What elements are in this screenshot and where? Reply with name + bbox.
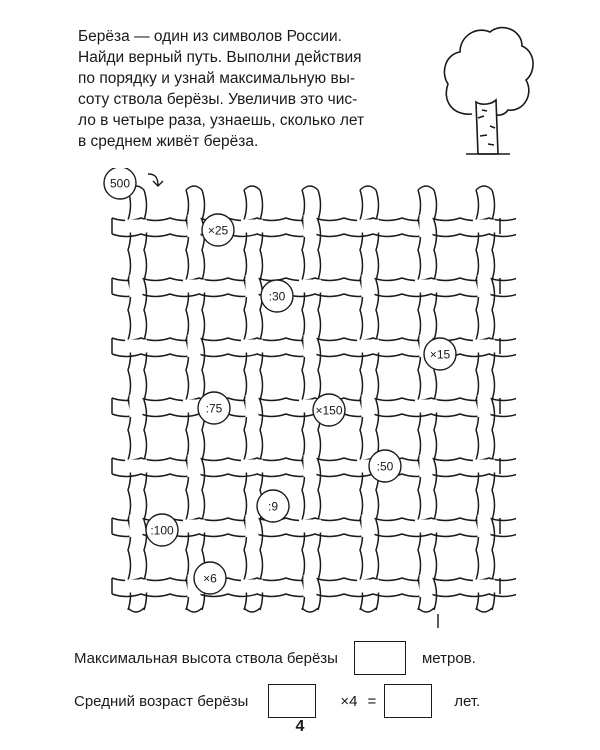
task-text-line: Найди верный путь. Выполни действия: [78, 49, 362, 66]
task-text-line: по порядку и узнай максимальную вы-: [78, 70, 356, 87]
page-number: 4: [295, 718, 305, 735]
weave-crossing: [362, 275, 375, 297]
node-mul25: [202, 214, 234, 246]
age-result-box[interactable]: [384, 684, 432, 718]
weave-crossing: [130, 395, 143, 417]
maze: [96, 168, 516, 628]
maze-wall: [418, 608, 434, 612]
age-equals-sign: =: [367, 692, 377, 710]
weave-crossing: [473, 580, 495, 593]
weave-crossing: [125, 580, 147, 593]
svg-text::75: :75: [205, 401, 223, 416]
svg-text::30: :30: [268, 289, 286, 304]
start-node: [104, 168, 136, 199]
weave-crossing: [125, 220, 147, 233]
weave-crossing: [478, 395, 491, 417]
weave-crossing: [246, 275, 259, 297]
age-answer-row: [74, 684, 480, 718]
node-div30: [261, 280, 293, 312]
birch-tree-illustration: [438, 18, 538, 158]
height-label: Максимальная высота ствола берёзы: [74, 649, 338, 667]
height-unit: метров.: [421, 649, 476, 667]
weave-crossing: [415, 520, 437, 533]
maze-paths: [112, 186, 516, 612]
node-mul150: [313, 394, 345, 426]
weave-crossing: [304, 455, 317, 477]
maze-wall: [476, 186, 492, 190]
svg-text:×150: ×150: [315, 403, 343, 418]
weave-crossing: [473, 340, 495, 353]
weave-crossing: [420, 215, 433, 237]
height-answer-box[interactable]: [354, 641, 406, 675]
maze-wall: [128, 608, 144, 612]
weave-crossing: [130, 275, 143, 297]
maze-wall: [186, 186, 202, 190]
task-text-line: ло в четыре раза, узнаешь, сколько лет: [78, 112, 365, 129]
weave-crossing: [183, 280, 205, 293]
maze-wall: [186, 608, 202, 612]
weave-crossing: [420, 575, 433, 597]
weave-crossing: [473, 220, 495, 233]
maze-wall: [418, 186, 434, 190]
maze-wall: [112, 294, 516, 297]
weave-crossing: [304, 575, 317, 597]
weave-crossing: [125, 460, 147, 473]
weave-crossing: [241, 340, 263, 353]
task-text: [78, 26, 438, 152]
svg-text:×6: ×6: [203, 571, 217, 586]
weave-crossing: [183, 520, 205, 533]
maze-wall: [360, 608, 376, 612]
maze-wall: [302, 608, 318, 612]
age-multiplier: ×4: [340, 692, 358, 710]
node-div50: [369, 450, 401, 482]
weave-crossing: [420, 455, 433, 477]
weave-crossing: [299, 520, 321, 533]
svg-text:500: 500: [109, 176, 131, 191]
svg-text::9: :9: [267, 499, 279, 514]
weave-crossing: [473, 460, 495, 473]
task-text-line: в среднем живёт берёза.: [78, 133, 259, 150]
weave-crossing: [357, 340, 379, 353]
weave-crossing: [241, 460, 263, 473]
maze-wall: [360, 186, 376, 190]
start-arrow-icon: [148, 174, 163, 186]
weave-crossing: [241, 580, 263, 593]
node-div75: [198, 392, 230, 424]
svg-text::50: :50: [376, 459, 394, 474]
weave-crossing: [125, 340, 147, 353]
exit-arrow-icon: [433, 614, 443, 628]
weave-crossing: [304, 215, 317, 237]
weave-crossing: [415, 400, 437, 413]
height-answer-row: [74, 641, 476, 675]
maze-wall: [476, 608, 492, 612]
weave-crossing: [357, 580, 379, 593]
weave-crossing: [304, 335, 317, 357]
weave-crossing: [362, 515, 375, 537]
node-div100: [146, 514, 178, 546]
weave-crossing: [188, 455, 201, 477]
weave-crossing: [246, 395, 259, 417]
weave-crossing: [188, 335, 201, 357]
weave-crossing: [299, 280, 321, 293]
maze-wall: [244, 608, 260, 612]
age-label: Средний возраст берёзы: [74, 692, 249, 710]
weave-crossing: [478, 515, 491, 537]
task-text-line: Берёза — один из символов России.: [78, 28, 342, 45]
svg-text:×15: ×15: [429, 347, 451, 362]
weave-crossing: [130, 515, 143, 537]
maze-wall: [244, 186, 260, 190]
weave-crossing: [415, 280, 437, 293]
age-unit: лет.: [454, 692, 481, 710]
weave-crossing: [246, 515, 259, 537]
weave-crossing: [478, 275, 491, 297]
node-mul15: [424, 338, 456, 370]
node-mul6: [194, 562, 226, 594]
weave-crossing: [188, 215, 201, 237]
weave-crossing: [357, 220, 379, 233]
svg-text:×25: ×25: [207, 223, 229, 238]
age-input-box[interactable]: [268, 684, 316, 718]
task-text-line: соту ствола берёзы. Увеличив это чис-: [78, 91, 358, 108]
weave-crossing: [241, 220, 263, 233]
svg-text::100: :100: [150, 523, 174, 538]
weave-crossing: [362, 395, 375, 417]
maze-wall: [302, 186, 318, 190]
node-div9: [257, 490, 289, 522]
